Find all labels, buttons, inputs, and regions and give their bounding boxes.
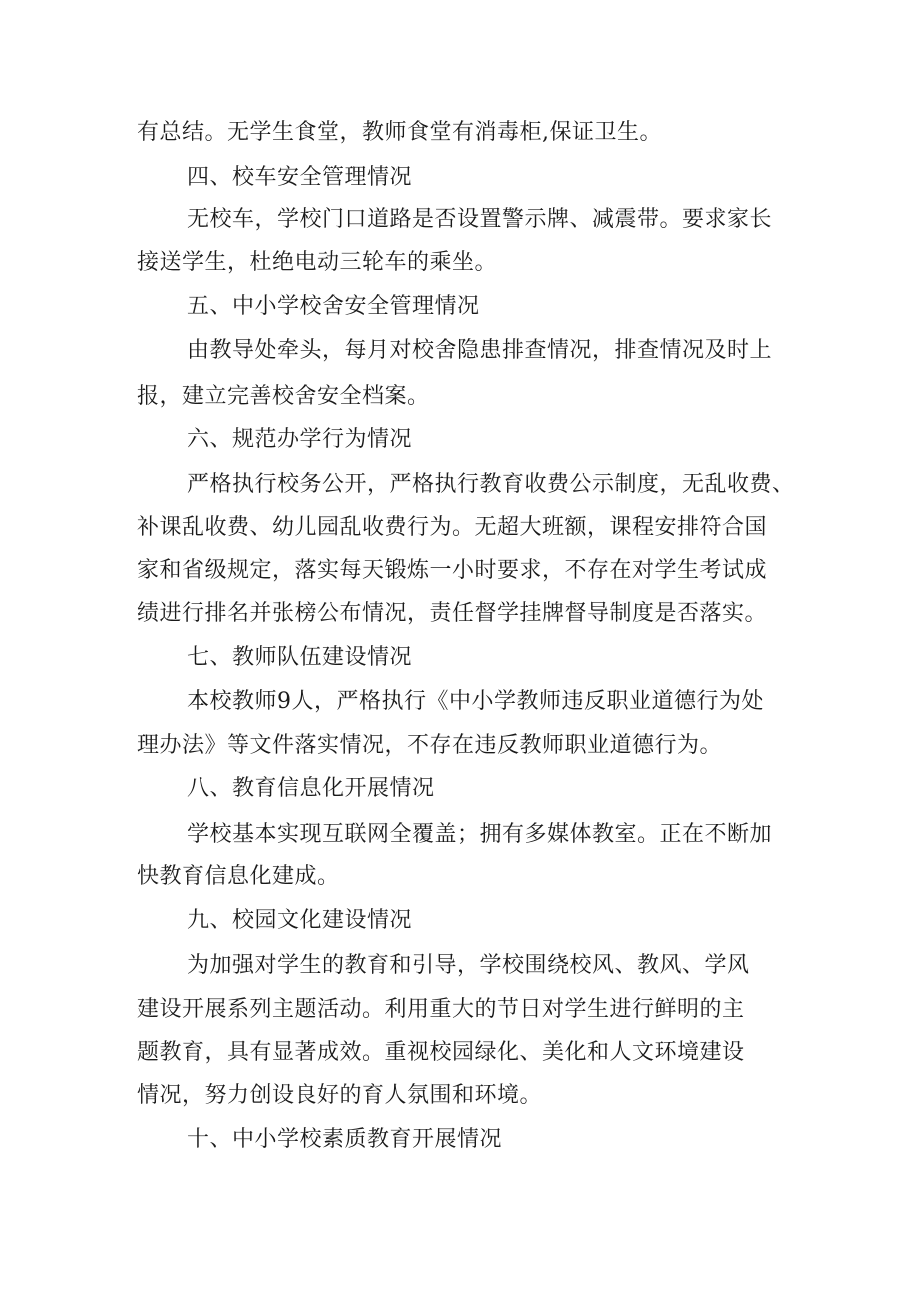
text-line: 建设开展系列主题活动。利用重大的节日对学生进行鲜明的主 <box>137 997 745 1022</box>
text-line: 补课乱收费、幼儿园乱收费行为。无超大班额，课程安排符合国 <box>137 515 768 540</box>
text-line: 由教导处牵头，每月对校舍隐患排查情况，排查情况及时上 <box>187 338 773 363</box>
text-line: 本校教师9人，严格执行《中小学教师违反职业道德行为处 <box>187 689 764 714</box>
section-heading: 六、规范办学行为情况 <box>187 427 413 452</box>
section-heading: 四、校车安全管理情况 <box>187 165 413 190</box>
text-line: 情况，努力创设良好的育人氛围和环境。 <box>137 1083 543 1108</box>
section-heading: 九、校园文化建设情况 <box>187 908 413 933</box>
text-line: 无校车，学校门口道路是否设置警示牌、减震带。要求家长 <box>187 207 773 232</box>
section-heading: 八、教育信息化开展情况 <box>187 776 435 801</box>
section-heading: 五、中小学校舍安全管理情况 <box>187 294 480 319</box>
section-heading: 十、中小学校素质教育开展情况 <box>187 1127 503 1152</box>
text-line: 严格执行校务公开，严格执行教育收费公示制度，无乱收费、 <box>187 472 795 497</box>
text-line: 报，建立完善校舍安全档案。 <box>137 384 430 409</box>
text-line: 为加强对学生的教育和引导，学校围绕校风、教风、学风 <box>187 953 750 978</box>
text-line: 家和省级规定，落实每天锻炼一小时要求，不存在对学生考试成 <box>137 558 768 583</box>
text-line: 题教育，具有显著成效。重视校园绿化、美化和人文环境建设 <box>137 1040 745 1065</box>
text-line: 理办法》等文件落实情况，不存在违反教师职业道德行为。 <box>137 733 723 758</box>
text-line: 学校基本实现互联网全覆盖；拥有多媒体教室。正在不断加 <box>187 822 773 847</box>
section-heading: 七、教师队伍建设情况 <box>187 645 413 670</box>
text-line: 有总结。无学生食堂，教师食堂有消毒柜,保证卫生。 <box>137 120 662 145</box>
text-line: 绩进行排名并张榜公布情况，责任督学挂牌督导制度是否落实。 <box>137 601 768 626</box>
text-line: 接送学生，杜绝电动三轮车的乘坐。 <box>137 250 498 275</box>
text-line: 快教育信息化建成。 <box>137 864 340 889</box>
